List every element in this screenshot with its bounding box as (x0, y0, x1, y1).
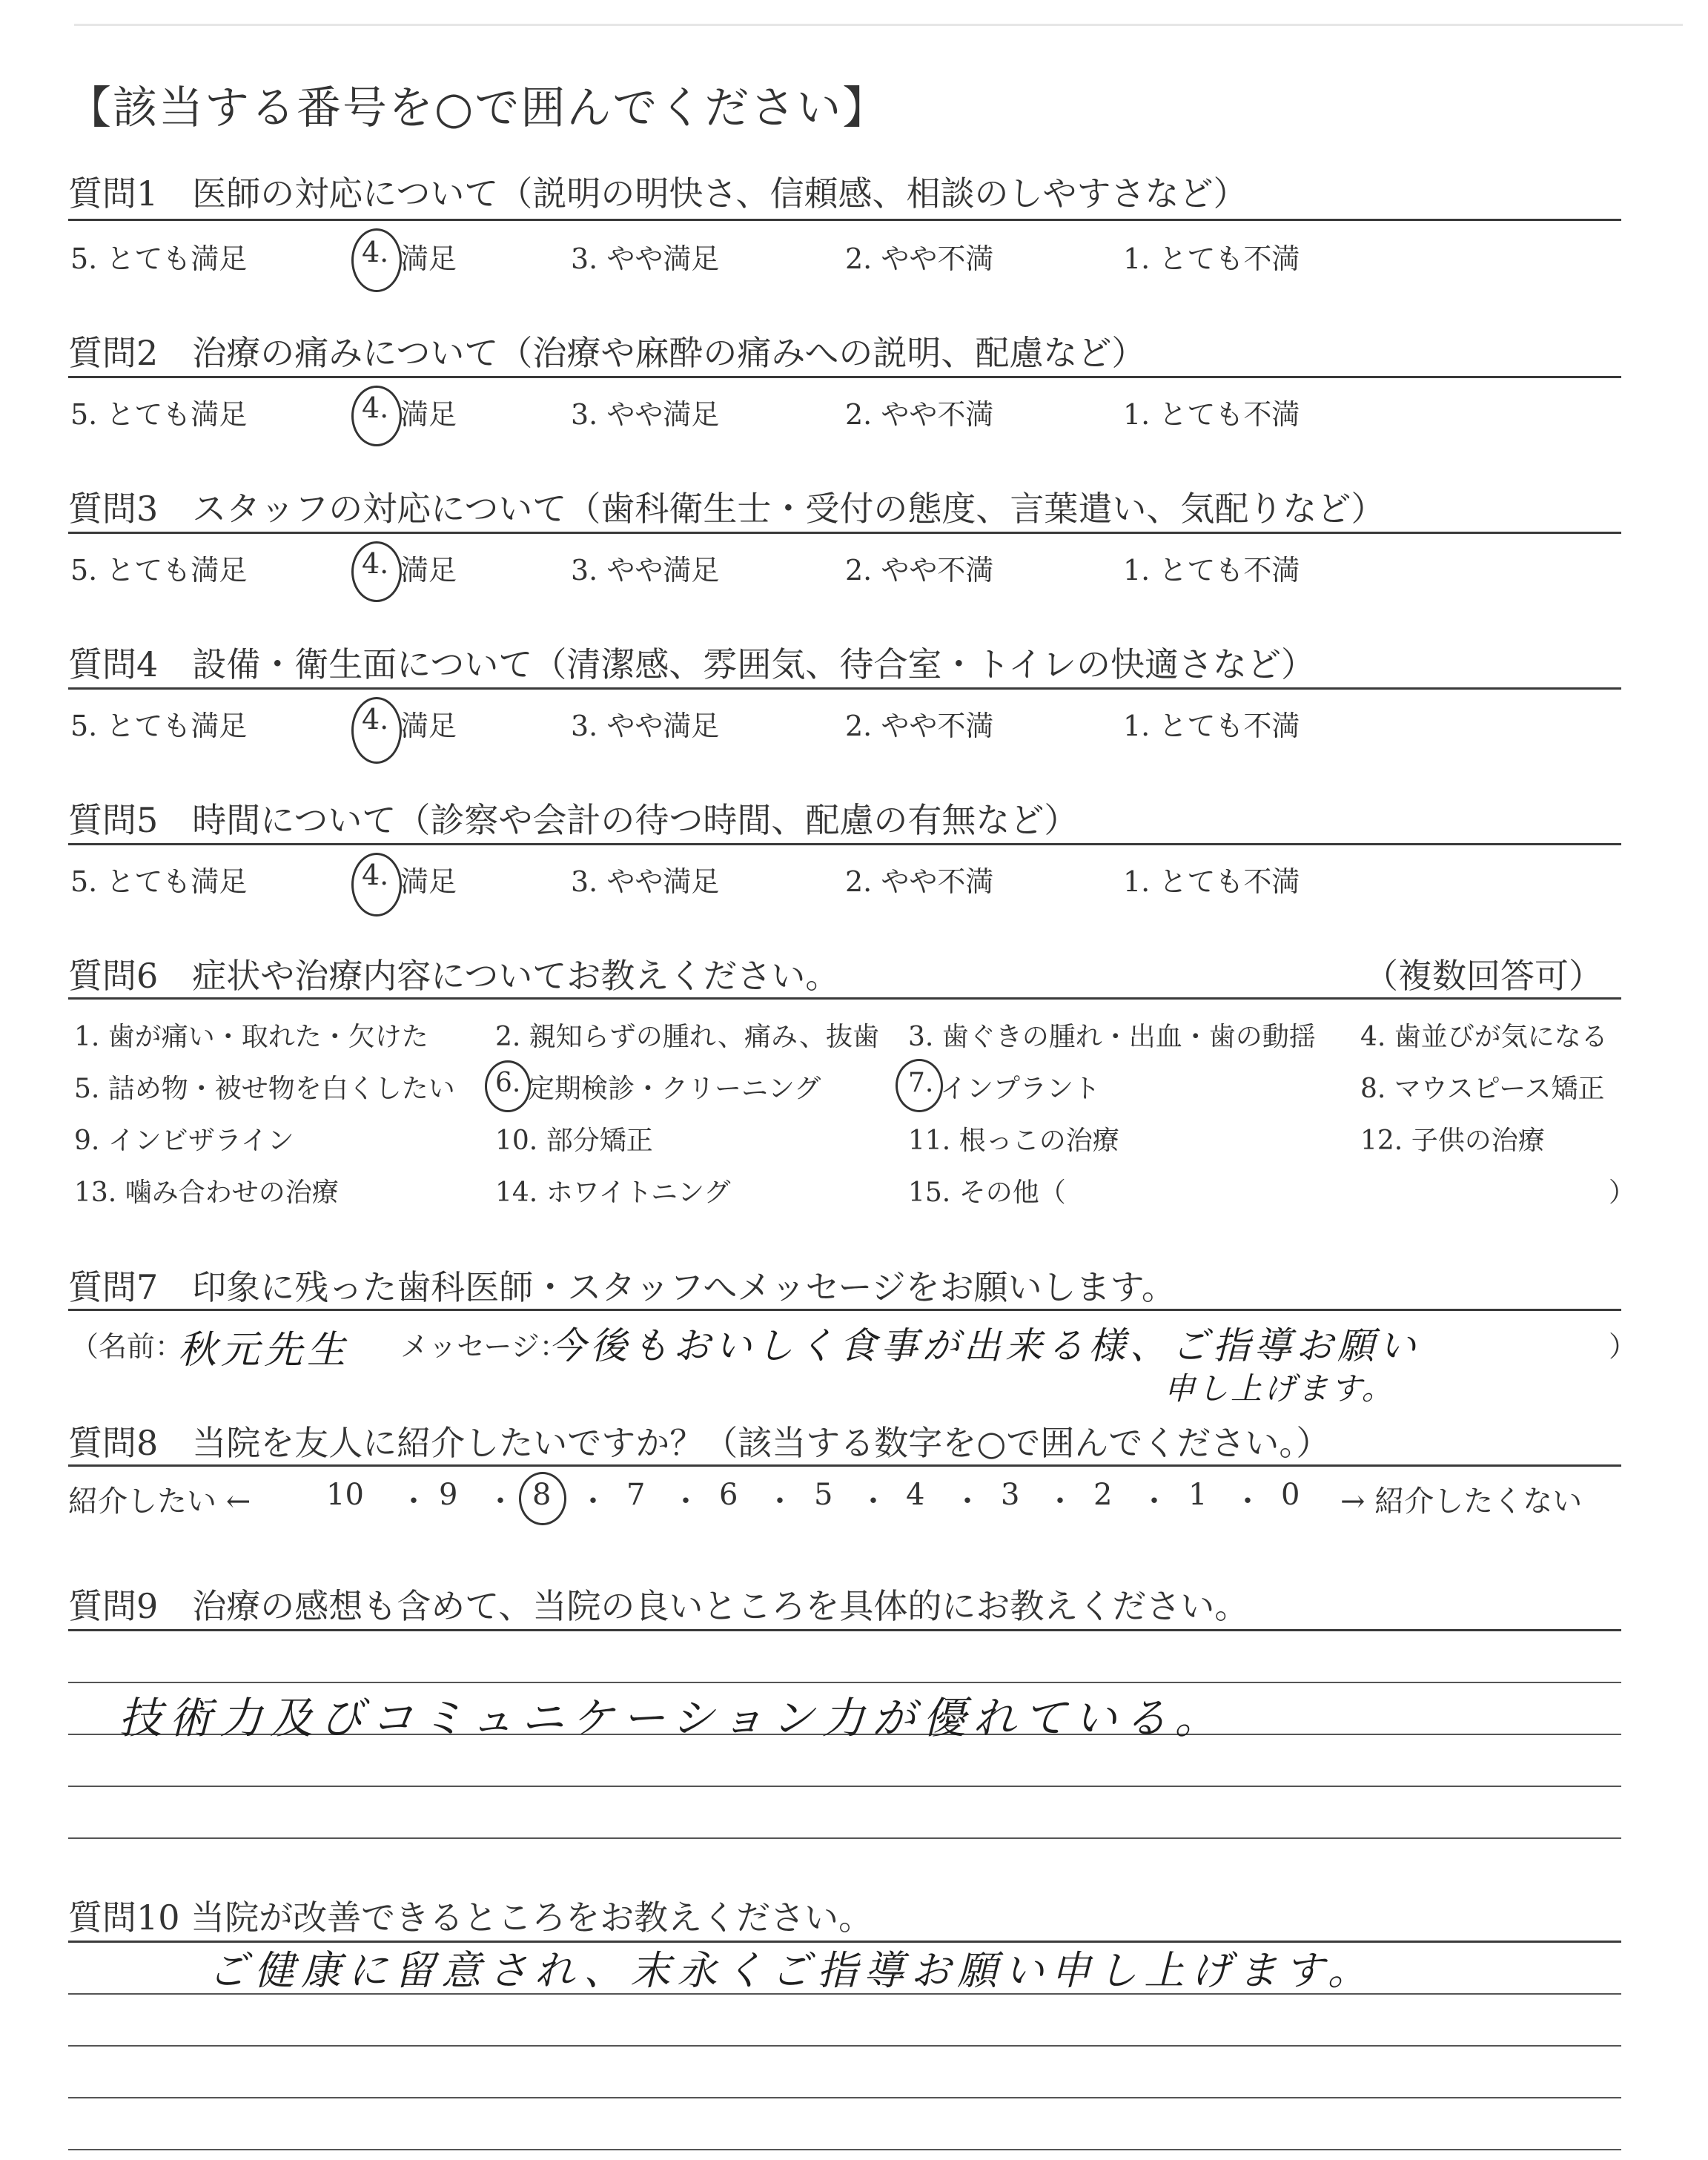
scale-dot: ・ (486, 1484, 515, 1519)
selected-circle-mark (351, 386, 402, 446)
scale-dot: ・ (1233, 1484, 1262, 1519)
symptom-option-8[interactable]: 8. マウスピース矯正 (1360, 1074, 1605, 1104)
question-4-title: 質問4 設備・衛生面について（清潔感、雰囲気、待合室・トイレの快適さなど） (68, 644, 1316, 684)
symptom-option-6-label[interactable]: 定期検診・クリーニング (528, 1074, 821, 1104)
selected-circle-mark (896, 1059, 943, 1112)
symptom-option-12[interactable]: 12. 子供の治療 (1360, 1126, 1545, 1156)
symptom-option-7-number[interactable]: 7. (908, 1068, 934, 1098)
question-3-rule (68, 532, 1621, 534)
scale-8[interactable]: 8 (532, 1478, 552, 1512)
name-label: （名前： (70, 1330, 184, 1363)
question-4-rule (68, 687, 1621, 690)
option-satisfied-number[interactable]: 4. (362, 859, 389, 891)
selected-circle-mark (351, 541, 402, 602)
answer-line (68, 1837, 1621, 1839)
option-satisfied-number[interactable]: 4. (362, 547, 389, 580)
scale-right-label: → 紹介したくない (1340, 1484, 1583, 1519)
symptom-option-2[interactable]: 2. 親知らずの腫れ、痛み、抜歯 (495, 1022, 880, 1052)
answer-line (68, 1786, 1621, 1787)
selected-circle-mark (351, 228, 402, 292)
option-very-dissatisfied[interactable]: 1. とても不満 (1123, 710, 1300, 742)
option-somewhat-dissatisfied[interactable]: 2. やや不満 (845, 865, 994, 898)
option-very-dissatisfied[interactable]: 1. とても不満 (1123, 398, 1300, 431)
question-1-title: 質問1 医師の対応について（説明の明快さ、信頼感、相談のしやすさなど） (68, 174, 1248, 214)
scale-4[interactable]: 4 (906, 1478, 925, 1512)
message-handwritten-line-2[interactable]: 申し上げます。 (1164, 1370, 1395, 1407)
symptom-option-9[interactable]: 9. インビザライン (74, 1126, 294, 1156)
question-8-rule (68, 1464, 1621, 1467)
option-satisfied-label[interactable]: 満足 (400, 865, 457, 898)
option-satisfied-label[interactable]: 満足 (400, 398, 457, 431)
option-somewhat-dissatisfied[interactable]: 2. やや不満 (845, 710, 994, 742)
answer-line (68, 2149, 1621, 2150)
scale-dot: ・ (765, 1484, 795, 1519)
selected-circle-mark (485, 1060, 531, 1112)
form-instruction: 【該当する番号を○で囲んでください】 (67, 82, 889, 134)
message-handwritten-line-1[interactable]: 今後もおいしく食事が出来る様、ご指導お願い (549, 1324, 1420, 1367)
question-8-title: 質問8 当院を友人に紹介したいですか？（該当する数字を○で囲んでください。） (68, 1423, 1331, 1463)
symptom-option-4[interactable]: 4. 歯並びが気になる (1360, 1022, 1608, 1052)
option-very-dissatisfied[interactable]: 1. とても不満 (1123, 865, 1300, 898)
symptom-option-7-label[interactable]: インプラント (940, 1074, 1101, 1104)
scale-left-label: 紹介したい ← (68, 1484, 251, 1519)
selected-circle-mark (351, 853, 402, 916)
option-satisfied-number[interactable]: 4. (362, 392, 389, 424)
scale-9[interactable]: 9 (439, 1478, 458, 1512)
option-satisfied-label[interactable]: 満足 (400, 710, 457, 742)
scale-dot: ・ (1139, 1484, 1169, 1519)
scale-2[interactable]: 2 (1093, 1478, 1113, 1512)
answer-line (68, 2045, 1621, 2047)
question-6-title: 質問6 症状や治療内容についてお教えください。 (68, 956, 840, 996)
option-satisfied-number[interactable]: 4. (362, 236, 389, 268)
scale-dot: ・ (399, 1484, 428, 1519)
question-5-rule (68, 843, 1621, 845)
answer-line (68, 2097, 1621, 2098)
good-points-answer[interactable]: 技術力及びコミュニケーション力が優れている。 (119, 1693, 1225, 1743)
option-very-satisfied[interactable]: 5. とても満足 (70, 865, 248, 898)
question-9-title: 質問9 治療の感想も含めて、当院の良いところを具体的にお教えください。 (68, 1586, 1249, 1626)
question-6-note: （複数回答可） (1364, 956, 1603, 996)
symptom-option-1[interactable]: 1. 歯が痛い・取れた・欠けた (74, 1022, 428, 1052)
question-7-title: 質問7 印象に残った歯科医師・スタッフへメッセージをお願いします。 (68, 1267, 1176, 1307)
message-label: メッセージ： (400, 1330, 568, 1363)
question-9-rule (68, 1629, 1621, 1631)
option-satisfied-label[interactable]: 満足 (400, 554, 457, 587)
scale-dot: ・ (1045, 1484, 1075, 1519)
option-satisfied-label[interactable]: 満足 (400, 242, 457, 275)
improvement-answer[interactable]: ご健康に留意され、末永くご指導お願い申し上げます。 (208, 1947, 1374, 1994)
symptom-option-6-number[interactable]: 6. (495, 1068, 521, 1098)
option-somewhat-satisfied[interactable]: 3. やや満足 (571, 865, 720, 898)
option-somewhat-dissatisfied[interactable]: 2. やや不満 (845, 242, 994, 275)
symptom-option-10[interactable]: 10. 部分矯正 (495, 1126, 653, 1156)
option-somewhat-satisfied[interactable]: 3. やや満足 (571, 554, 720, 587)
scale-dot: ・ (671, 1484, 701, 1519)
option-somewhat-dissatisfied[interactable]: 2. やや不満 (845, 398, 994, 431)
question-2-rule (68, 376, 1621, 378)
option-somewhat-dissatisfied[interactable]: 2. やや不満 (845, 554, 994, 587)
question-3-title: 質問3 スタッフの対応について（歯科衛生士・受付の態度、言葉遣い、気配りなど） (68, 489, 1386, 529)
option-somewhat-satisfied[interactable]: 3. やや満足 (571, 710, 720, 742)
symptom-option-3[interactable]: 3. 歯ぐきの腫れ・出血・歯の動揺 (908, 1022, 1316, 1052)
question-5-title: 質問5 時間について（診察や会計の待つ時間、配慮の有無など） (68, 800, 1079, 840)
symptom-option-15[interactable]: 15. その他（ (908, 1178, 1066, 1208)
scale-1[interactable]: 1 (1188, 1478, 1208, 1512)
scale-dot: ・ (858, 1484, 888, 1519)
question-2-title: 質問2 治療の痛みについて（治療や麻酔の痛みへの説明、配慮など） (68, 333, 1146, 373)
selected-circle-mark (351, 697, 402, 764)
option-somewhat-satisfied[interactable]: 3. やや満足 (571, 242, 720, 275)
scale-dot: ・ (953, 1484, 982, 1519)
scale-dot: ・ (578, 1484, 608, 1519)
symptom-option-5[interactable]: 5. 詰め物・被せ物を白くしたい (74, 1074, 455, 1104)
other-close-paren: ） (1609, 1178, 1636, 1208)
symptom-option-14[interactable]: 14. ホワイトニング (495, 1178, 731, 1208)
option-very-satisfied[interactable]: 5. とても満足 (70, 554, 248, 587)
scale-3[interactable]: 3 (1001, 1478, 1020, 1512)
scale-5[interactable]: 5 (814, 1478, 833, 1512)
scale-0[interactable]: 0 (1281, 1478, 1300, 1512)
question-6-rule (68, 997, 1621, 1000)
option-satisfied-number[interactable]: 4. (362, 703, 389, 736)
scale-6[interactable]: 6 (719, 1478, 738, 1512)
option-very-dissatisfied[interactable]: 1. とても不満 (1123, 554, 1300, 587)
top-border (74, 24, 1683, 26)
scale-10[interactable]: 10 (326, 1478, 364, 1512)
name-handwritten[interactable]: 秋元先生 (178, 1328, 351, 1373)
question-1-rule (68, 219, 1621, 221)
message-close-paren: ） (1609, 1330, 1638, 1363)
option-very-satisfied[interactable]: 5. とても満足 (70, 710, 248, 742)
scale-7[interactable]: 7 (626, 1478, 646, 1512)
question-10-title: 質問10 当院が改善できるところをお教えください。 (68, 1898, 873, 1938)
option-very-satisfied[interactable]: 5. とても満足 (70, 398, 248, 431)
selected-circle-mark (519, 1472, 566, 1525)
option-very-satisfied[interactable]: 5. とても満足 (70, 242, 248, 275)
symptom-option-11[interactable]: 11. 根っこの治療 (908, 1126, 1119, 1156)
option-very-dissatisfied[interactable]: 1. とても不満 (1123, 242, 1300, 275)
option-somewhat-satisfied[interactable]: 3. やや満足 (571, 398, 720, 431)
symptom-option-13[interactable]: 13. 噛み合わせの治療 (74, 1178, 339, 1208)
question-7-rule (68, 1309, 1621, 1311)
